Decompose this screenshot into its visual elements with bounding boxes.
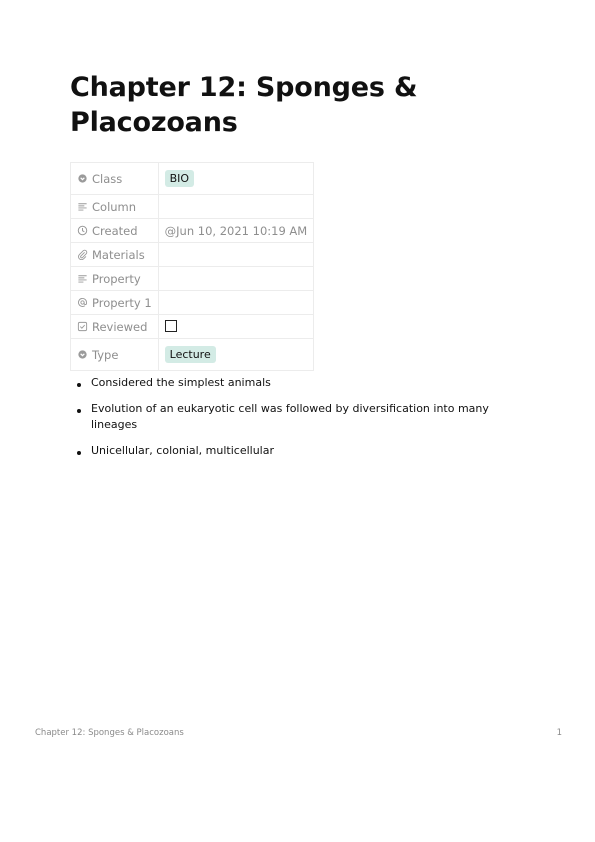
clock-icon — [77, 225, 88, 236]
property-name-cell — [71, 315, 159, 339]
property-name-cell — [71, 219, 159, 243]
property-value-cell[interactable] — [158, 243, 314, 267]
paperclip-icon — [77, 249, 88, 260]
property-label: Created — [92, 223, 138, 238]
property-row-class — [71, 163, 314, 195]
list-item: Evolution of an eukaryotic cell was followed by diversification into many lineages — [70, 401, 500, 433]
property-row-property-1 — [71, 291, 314, 315]
text-lines-icon — [77, 273, 88, 284]
property-label: Column — [92, 199, 137, 214]
property-label: Type — [92, 347, 119, 362]
property-row-property — [71, 267, 314, 291]
properties-table — [70, 162, 314, 371]
property-label: Property — [92, 271, 141, 286]
property-value-cell[interactable] — [158, 219, 314, 243]
property-row-materials — [71, 243, 314, 267]
footer-title: Chapter 12: Sponges & Placozoans — [35, 728, 184, 738]
reviewed-checkbox[interactable] — [165, 320, 177, 332]
property-value-cell[interactable] — [158, 339, 314, 371]
property-name-cell — [71, 195, 159, 219]
property-name-cell — [71, 291, 159, 315]
property-row-reviewed — [71, 315, 314, 339]
at-sign-icon — [77, 297, 88, 308]
bullet-list — [70, 375, 500, 469]
property-value-cell[interactable] — [158, 267, 314, 291]
select-icon — [77, 349, 88, 360]
checkbox-icon — [77, 321, 88, 332]
class-tag[interactable]: BIO — [165, 170, 194, 187]
list-item: Unicellular, colonial, multicellular — [70, 443, 500, 459]
property-label: Reviewed — [92, 319, 148, 334]
type-tag[interactable]: Lecture — [165, 346, 216, 363]
property-name-cell — [71, 267, 159, 291]
property-value-cell[interactable] — [158, 315, 314, 339]
list-item: Considered the simplest animals — [70, 375, 500, 391]
text-lines-icon — [77, 201, 88, 212]
property-name-cell — [71, 163, 159, 195]
property-value-cell[interactable] — [158, 163, 314, 195]
property-value-cell[interactable] — [158, 195, 314, 219]
page-number: 1 — [556, 728, 562, 738]
property-row-column — [71, 195, 314, 219]
property-name-cell — [71, 243, 159, 267]
select-icon — [77, 173, 88, 184]
property-row-created — [71, 219, 314, 243]
created-date: @Jun 10, 2021 10:19 AM — [164, 223, 308, 238]
property-label: Class — [92, 171, 123, 186]
page-title: Chapter 12: Sponges & Placozoans — [70, 72, 418, 138]
property-row-type — [71, 339, 314, 371]
property-label: Property 1 — [92, 295, 152, 310]
property-value-cell[interactable] — [158, 291, 314, 315]
property-name-cell — [71, 339, 159, 371]
property-label: Materials — [92, 247, 145, 262]
